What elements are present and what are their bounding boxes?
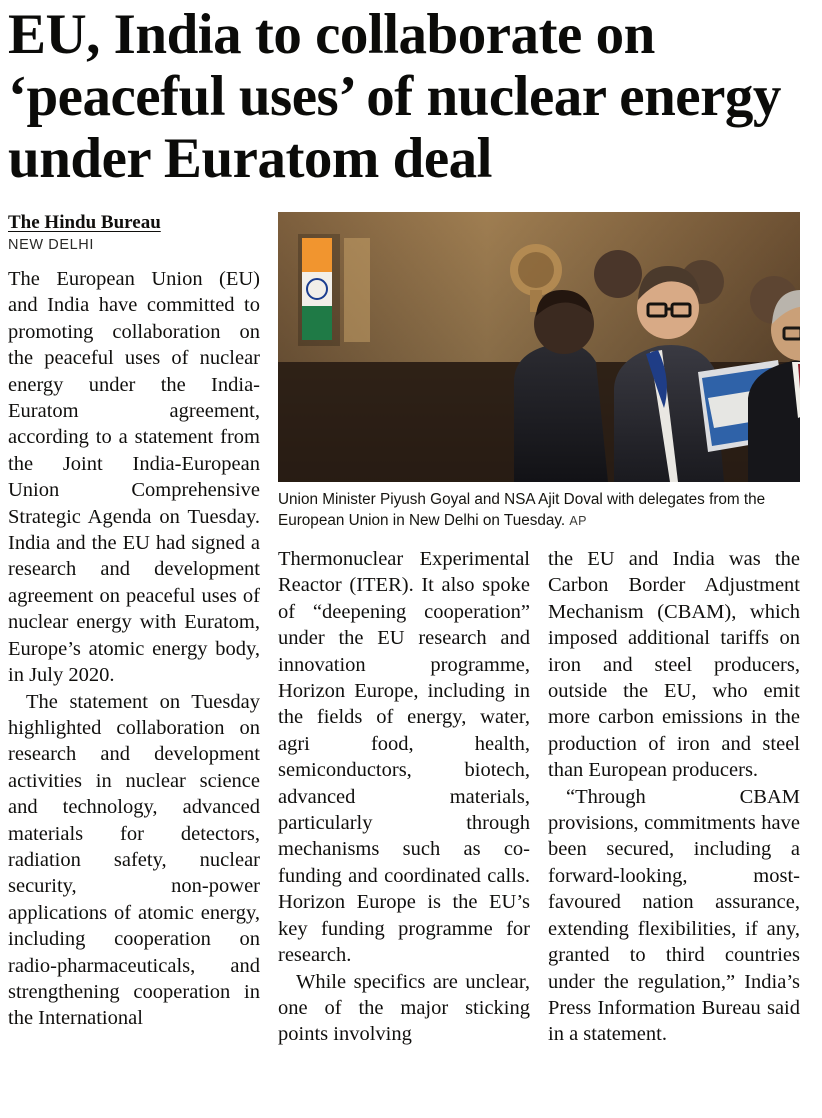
figure	[278, 212, 800, 532]
dateline: NEW DELHI	[8, 237, 94, 253]
photo-and-columns	[278, 212, 800, 1048]
paragraph: While specifics are unclear, one of the major sticking points involving	[278, 970, 530, 1046]
paragraph: The European Union (EU) and India have committed to promoting collaboration on the peaceful uses of nuclear energy under the India-Euratom agreement, according to a statement from the Joint India-European Union Comprehensive Strategic Agenda on Tuesday. India and the EU had signed a research and development agreement on peaceful uses of nuclear energy with Euratom, Europe’s atomic energy body, in July 2020.	[8, 268, 260, 687]
article-photo	[278, 212, 800, 482]
article-body	[8, 212, 814, 1048]
column-left	[8, 212, 260, 1032]
photo-lower-columns	[278, 546, 800, 1048]
column-right	[548, 546, 800, 1048]
paragraph: “Through CBAM provisions, commitments have been secured, including a forward-looking, most-favoured nation assurance, extending flexibilities, if any, granted to third countries under the regulation,” India’s Press Information Bureau said in a statement.	[548, 785, 800, 1046]
byline: The Hindu Bureau	[8, 212, 161, 233]
photo-credit: AP	[569, 514, 587, 528]
photo-illustration	[278, 212, 800, 482]
page-title: EU, India to collaborate on ‘peaceful uses’ of nuclear energy under Euratom deal	[8, 3, 781, 190]
paragraph: The statement on Tuesday highlighted collaboration on research and development activities in nuclear science and technology, advanced materials for detectors, radiation safety, nuclear security, non-power applications of atomic energy, including cooperation on radio-pharmaceuticals, and strengthening cooperation in the International	[8, 690, 260, 1030]
column-middle	[278, 546, 530, 1048]
paragraph: the EU and India was the Carbon Border Adjustment Mechanism (CBAM), which imposed additional tariffs on iron and steel producers, outside the EU, who emit more carbon emissions in the production of iron and steel than European producers.	[548, 548, 800, 782]
photo-caption	[278, 489, 800, 532]
caption-text: Union Minister Piyush Goyal and NSA Ajit Doval with delegates from the European Union in New Delhi on Tuesday.	[278, 491, 766, 529]
paragraph: Thermonuclear Experimental Reactor (ITER). It also spoke of “deepening cooperation” under the EU research and innovation programme, Horizon Europe, including in the fields of energy, water, agri food, health, semiconductors, biotech, advanced materials, particularly through mechanisms such as co-funding and coordinated calls. Horizon Europe is the EU’s key funding programme for research.	[278, 548, 530, 967]
